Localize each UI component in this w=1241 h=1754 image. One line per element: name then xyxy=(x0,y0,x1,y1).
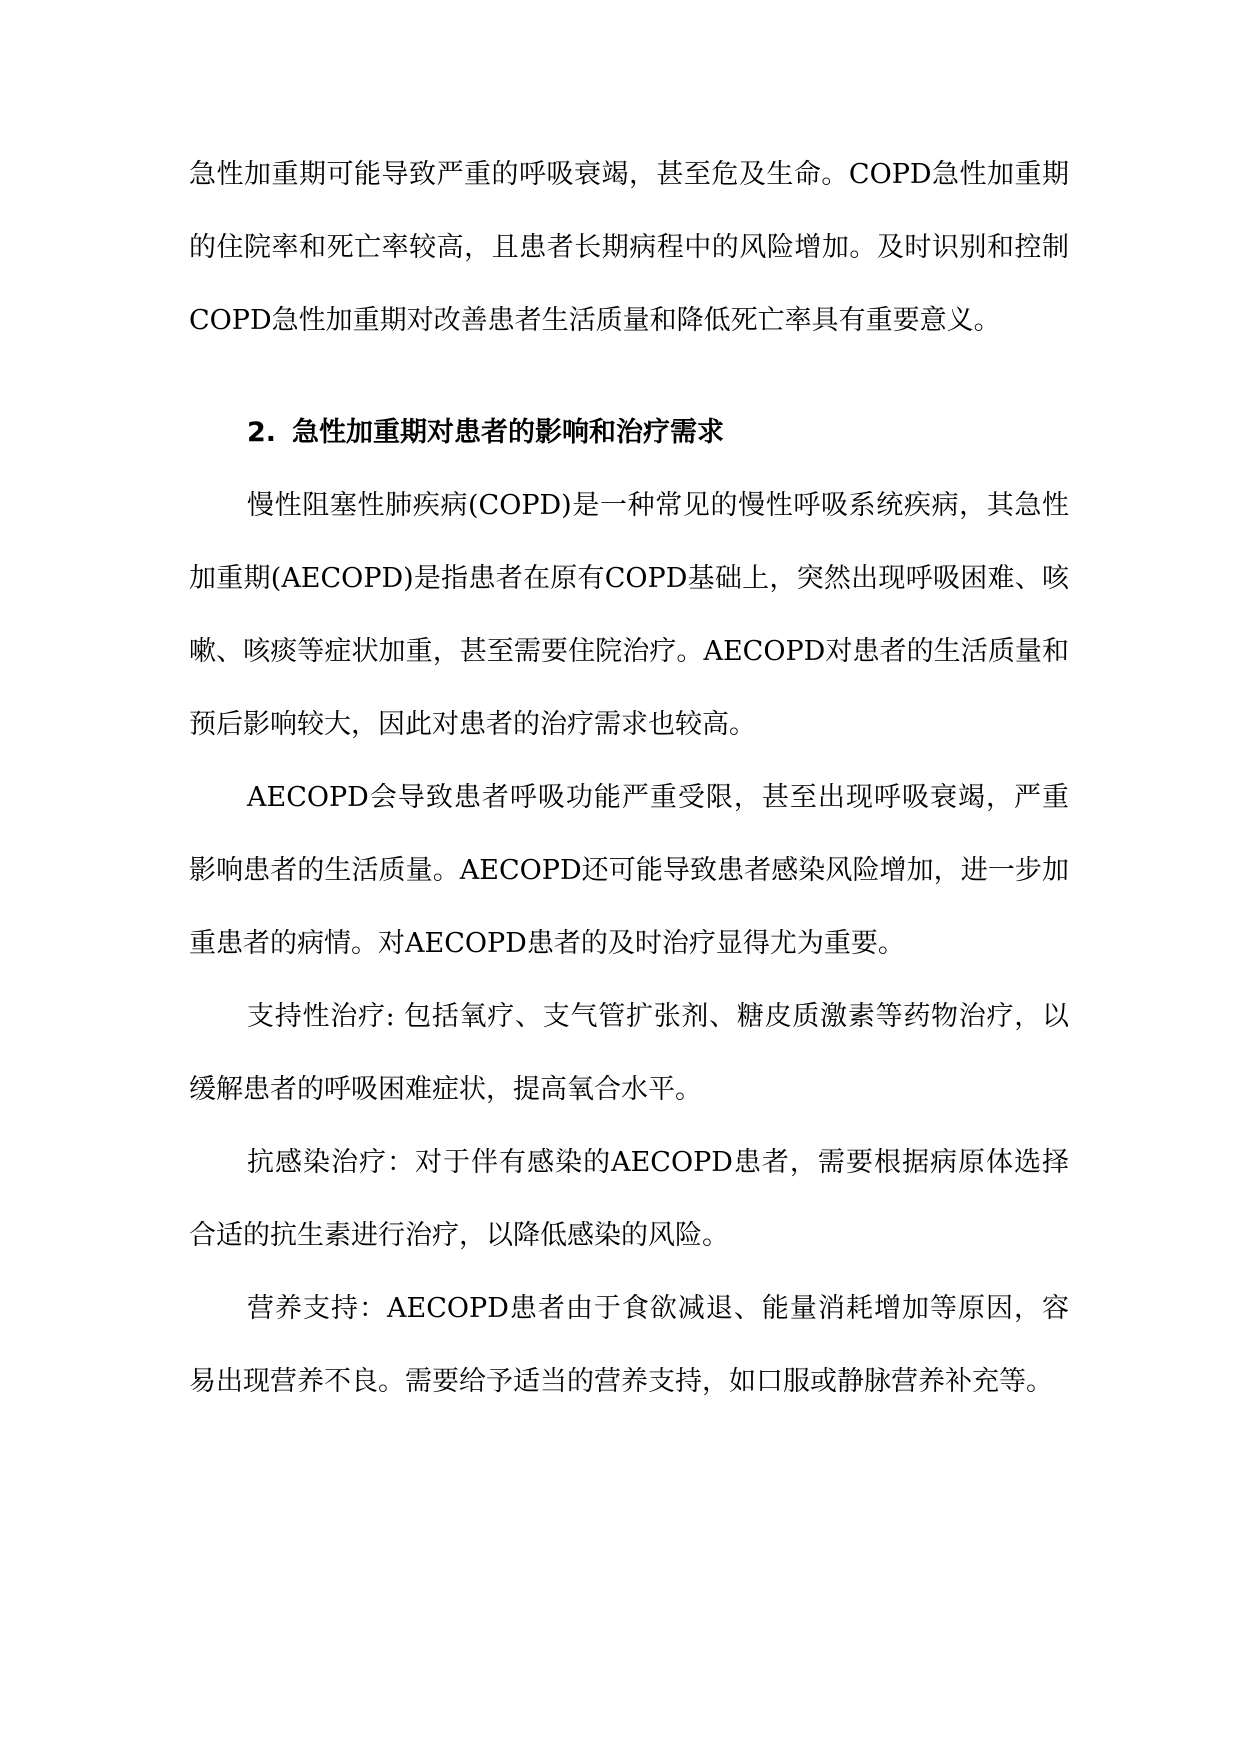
continuation-paragraph: 急性加重期可能导致严重的呼吸衰竭，甚至危及生命。COPD急性加重期的住院率和死亡率较高，且患者长期病程中的风险增加。及时识别和控制COPD急性加重期对改善患者生活质量和降低死亡率具有重要意义。 xyxy=(189,159,1069,336)
paragraph-nutrition-support: 营养支持：AECOPD患者由于食欲减退、能量消耗增加等原因，容易出现营养不良。需要给予适当的营养支持，如口服或静脉营养补充等。 xyxy=(189,1293,1069,1397)
section-number: 2. xyxy=(247,417,277,448)
section-title: 急性加重期对患者的影响和治疗需求 xyxy=(292,417,725,448)
paragraph-aecopd-impact: AECOPD会导致患者呼吸功能严重受限，甚至出现呼吸衰竭，严重影响患者的生活质量。AECOPD还可能导致患者感染风险增加，进一步加重患者的病情。对AECOPD患者的及时治疗显得尤为重要。 xyxy=(189,782,1069,959)
paragraph-copd-intro: 慢性阻塞性肺疾病(COPD)是一种常见的慢性呼吸系统疾病，其急性加重期(AECOPD)是指患者在原有COPD基础上，突然出现呼吸困难、咳嗽、咳痰等症状加重，甚至需要住院治疗。AECOPD对患者的生活质量和预后影响较大，因此对患者的治疗需求也较高。 xyxy=(189,490,1069,740)
document-body xyxy=(189,138,1069,1418)
paragraph-anti-infection: 抗感染治疗：对于伴有感染的AECOPD患者，需要根据病原体选择合适的抗生素进行治疗，以降低感染的风险。 xyxy=(189,1147,1069,1251)
paragraph-supportive-treatment: 支持性治疗: 包括氧疗、支气管扩张剂、糖皮质激素等药物治疗，以缓解患者的呼吸困难症状，提高氧合水平。 xyxy=(189,1001,1069,1105)
section-heading xyxy=(189,397,1069,469)
